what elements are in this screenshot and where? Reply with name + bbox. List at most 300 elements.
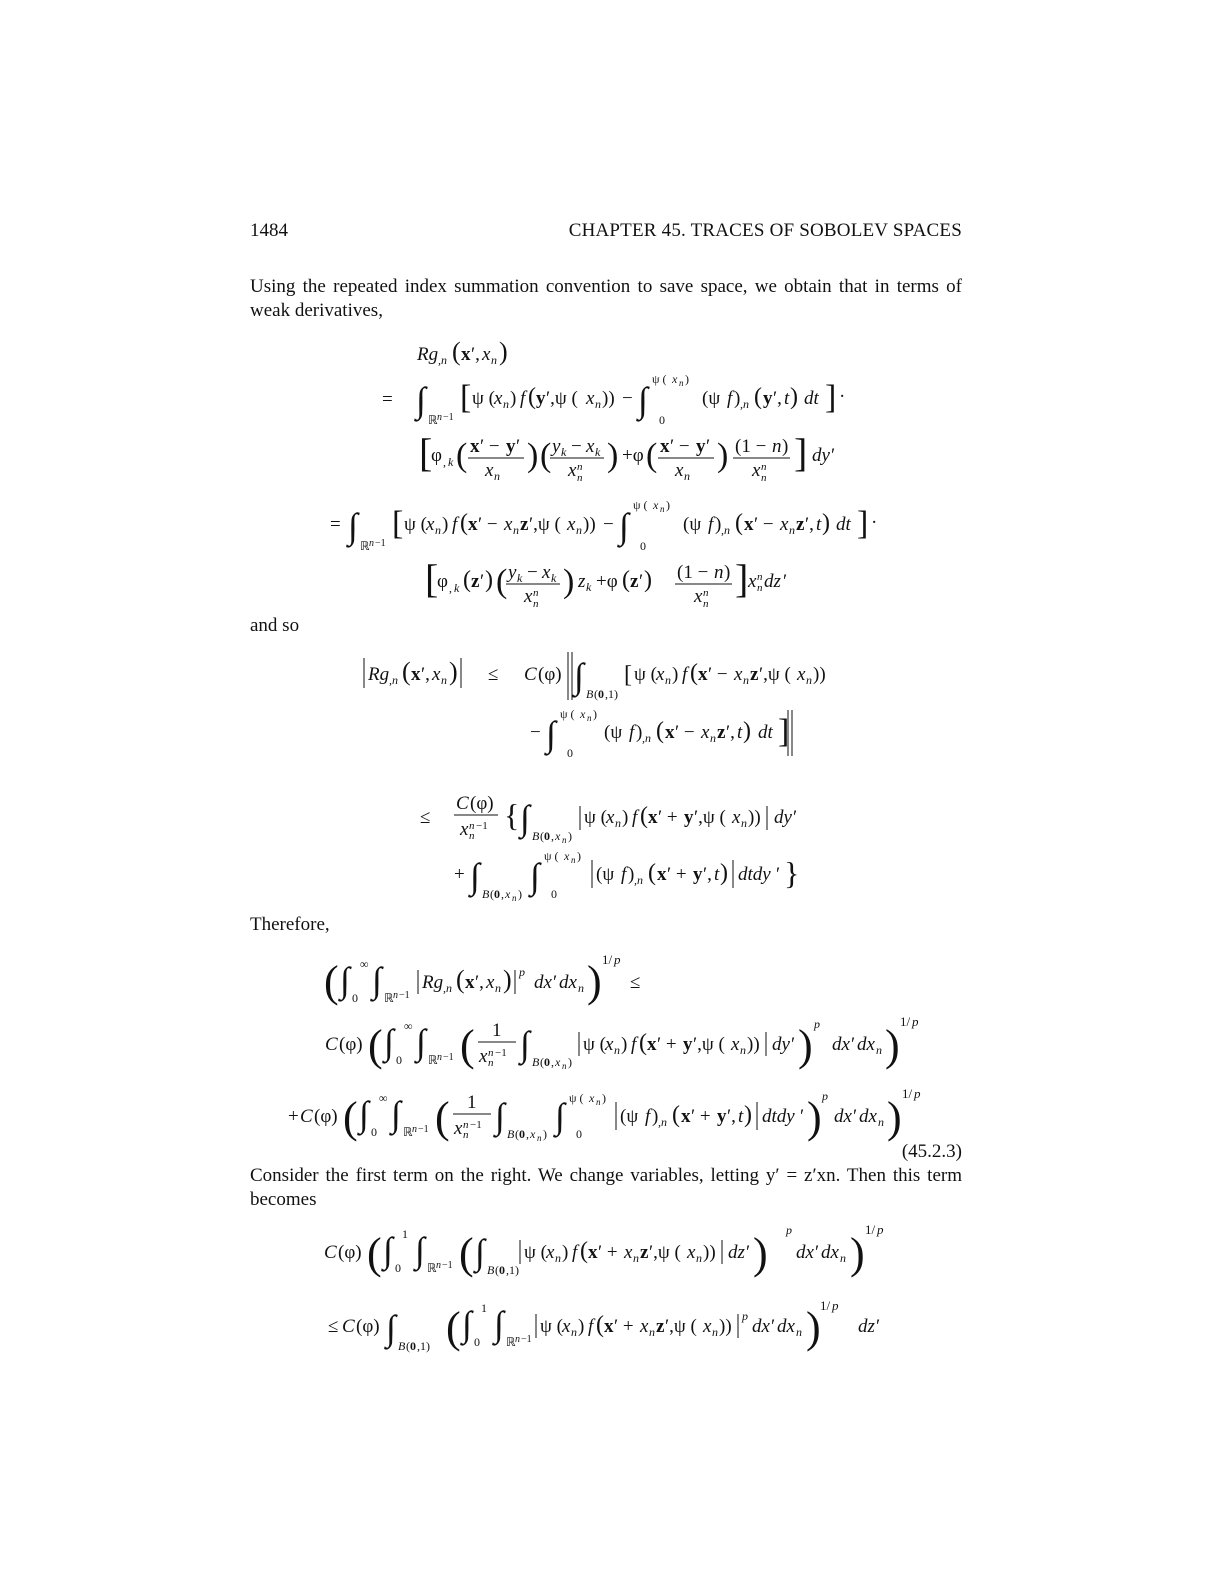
svg-text:′: ′ xyxy=(791,1034,796,1055)
svg-text:′,ψ (: ′,ψ ( xyxy=(649,1242,681,1263)
svg-text:∫: ∫ xyxy=(386,1308,396,1348)
svg-text:ψ (: ψ ( xyxy=(472,388,495,409)
svg-text:x: x xyxy=(744,514,754,535)
svg-text:x: x xyxy=(665,722,675,743)
svg-text:x: x xyxy=(648,807,658,828)
svg-text:y: y xyxy=(683,1034,693,1055)
svg-text:k: k xyxy=(595,445,601,459)
svg-text:z: z xyxy=(656,1316,665,1337)
svg-text:−1: −1 xyxy=(470,1119,482,1131)
svg-text:′ +: ′ + xyxy=(598,1242,618,1263)
svg-text:dx: dx xyxy=(859,1106,877,1127)
svg-text:0: 0 xyxy=(544,1055,550,1069)
svg-text:′: ′ xyxy=(876,1316,881,1337)
svg-text:∫: ∫ xyxy=(638,380,648,420)
svg-text:x: x xyxy=(504,514,513,535)
svg-text:x: x xyxy=(486,972,495,993)
svg-text:x: x xyxy=(461,344,471,365)
svg-text:∫: ∫ xyxy=(619,506,629,546)
svg-text:′,: ′, xyxy=(805,514,814,535)
svg-text:∫: ∫ xyxy=(384,1022,394,1062)
svg-text:(: ( xyxy=(754,384,762,410)
svg-text:z: z xyxy=(796,514,805,535)
svg-text:,: , xyxy=(526,1127,529,1141)
svg-text:∫: ∫ xyxy=(340,960,350,1000)
svg-text:n: n xyxy=(740,1043,746,1057)
svg-text:ψ (: ψ ( xyxy=(584,807,607,828)
svg-text:ψ (: ψ ( xyxy=(583,1034,606,1055)
svg-text:n: n xyxy=(441,673,447,687)
svg-text:): ) xyxy=(753,1229,768,1278)
svg-text:y: y xyxy=(763,388,773,409)
svg-text:x: x xyxy=(657,864,667,885)
svg-text:(: ( xyxy=(456,965,465,994)
svg-text:): ) xyxy=(717,437,729,474)
svg-text:1: 1 xyxy=(402,1227,408,1241)
svg-text:y: y xyxy=(717,1106,727,1127)
svg-text:]: ] xyxy=(825,379,837,416)
svg-text:n: n xyxy=(491,353,497,367)
svg-text:x: x xyxy=(567,514,576,535)
svg-text:−1: −1 xyxy=(442,1260,453,1271)
svg-text:]: ] xyxy=(794,430,808,475)
svg-text:): ) xyxy=(568,1055,572,1069)
svg-text:′ +: ′ + xyxy=(657,1034,677,1055)
svg-text:n: n xyxy=(495,981,501,995)
svg-text:−: − xyxy=(571,436,582,457)
svg-text:0: 0 xyxy=(499,1263,505,1277)
svg-text:n: n xyxy=(796,1325,802,1339)
svg-text:n: n xyxy=(615,816,621,830)
svg-text:z: z xyxy=(630,571,639,592)
svg-text:′: ′ xyxy=(815,1242,820,1263)
svg-text:): ) xyxy=(442,514,449,535)
svg-text:x: x xyxy=(468,514,478,535)
svg-text:x: x xyxy=(546,1242,555,1263)
svg-text:dz: dz xyxy=(764,571,781,592)
svg-text:ψ (: ψ ( xyxy=(524,1242,547,1263)
svg-text:)): )) xyxy=(703,1242,716,1263)
svg-text:∫: ∫ xyxy=(359,1094,369,1134)
svg-text:): ) xyxy=(578,1316,585,1337)
svg-text:(: ( xyxy=(646,437,658,474)
svg-text:): ) xyxy=(499,337,508,366)
svg-text:z: z xyxy=(471,571,480,592)
svg-text:−1: −1 xyxy=(495,1047,507,1059)
svg-text:x: x xyxy=(748,571,757,592)
svg-text:z: z xyxy=(640,1242,649,1263)
svg-text:Rg: Rg xyxy=(422,972,444,993)
svg-text:B: B xyxy=(487,1263,495,1277)
svg-text:x: x xyxy=(640,1316,649,1337)
svg-text:x: x xyxy=(660,436,670,457)
svg-text:): ) xyxy=(485,567,493,593)
svg-text:x: x xyxy=(731,1034,740,1055)
svg-text:n: n xyxy=(703,598,709,610)
svg-text:n: n xyxy=(533,587,539,599)
inequality-block xyxy=(360,646,826,904)
svg-text:′: ′ xyxy=(639,571,644,592)
svg-text:∫: ∫ xyxy=(555,1096,565,1136)
svg-text:−: − xyxy=(622,388,633,409)
svg-text:n: n xyxy=(696,1251,702,1265)
svg-text:B: B xyxy=(398,1339,406,1353)
svg-text:x: x xyxy=(732,807,741,828)
svg-text:f: f xyxy=(645,1106,651,1127)
svg-text:n: n xyxy=(840,1251,846,1265)
svg-text:ℝ: ℝ xyxy=(428,1053,438,1067)
svg-text:1: 1 xyxy=(481,1301,487,1315)
svg-text:n: n xyxy=(577,461,583,473)
svg-text:x: x xyxy=(479,1046,488,1067)
svg-text:): ) xyxy=(587,957,602,1006)
svg-text:): ) xyxy=(543,1127,547,1141)
svg-text:n: n xyxy=(614,1043,620,1057)
svg-text:∫: ∫ xyxy=(416,380,426,420)
svg-text:≤: ≤ xyxy=(420,807,431,828)
svg-text:dtdy: dtdy xyxy=(762,1106,795,1127)
svg-text:z: z xyxy=(520,514,529,535)
svg-text:,n: ,n xyxy=(740,397,749,411)
svg-text:(: ( xyxy=(446,1303,461,1352)
svg-text:(φ): (φ) xyxy=(538,664,562,685)
svg-text:p: p xyxy=(912,1014,919,1029)
svg-text:ψ (: ψ ( xyxy=(540,1316,563,1337)
svg-text:): ) xyxy=(885,1021,900,1070)
svg-text:−: − xyxy=(530,722,541,743)
svg-text:): ) xyxy=(527,437,539,474)
svg-text:(ψ: (ψ xyxy=(683,514,702,535)
svg-text:p: p xyxy=(742,1309,748,1323)
svg-text:dt: dt xyxy=(804,388,819,409)
svg-text:∫: ∫ xyxy=(372,960,382,1000)
svg-text:∫: ∫ xyxy=(530,856,540,896)
svg-text:n: n xyxy=(555,1251,561,1265)
svg-text:n: n xyxy=(757,571,763,583)
svg-text:x: x xyxy=(752,460,761,481)
svg-text:(: ( xyxy=(580,1238,588,1264)
svg-text:f: f xyxy=(629,722,635,743)
svg-text:): ) xyxy=(850,1229,865,1278)
svg-text:′ −: ′ − xyxy=(708,664,728,685)
svg-text:,: , xyxy=(551,1055,554,1069)
svg-text:,: , xyxy=(443,455,446,469)
svg-text:ψ (: ψ ( xyxy=(569,1091,584,1105)
svg-text:(: ( xyxy=(406,1339,410,1353)
svg-text:x: x xyxy=(606,807,615,828)
svg-text:z: z xyxy=(750,664,759,685)
svg-text:n: n xyxy=(393,990,398,1001)
svg-text:−1: −1 xyxy=(418,1124,429,1135)
svg-text:n: n xyxy=(576,523,582,537)
svg-text:n: n xyxy=(710,731,716,745)
svg-text:k: k xyxy=(448,455,454,469)
svg-text:∫: ∫ xyxy=(348,506,358,546)
svg-text:dx: dx xyxy=(796,1242,814,1263)
svg-text:x: x xyxy=(494,388,503,409)
svg-text:(: ( xyxy=(540,437,552,474)
svg-text:′,ψ (: ′,ψ ( xyxy=(693,1034,725,1055)
svg-text:∫: ∫ xyxy=(520,798,530,838)
svg-text:(: ( xyxy=(435,1093,450,1142)
svg-text:): ) xyxy=(685,372,689,386)
svg-text:dt: dt xyxy=(836,514,851,535)
svg-text:n: n xyxy=(665,673,671,687)
svg-text:x: x xyxy=(687,1242,696,1263)
svg-text:′ −: ′ − xyxy=(480,436,500,457)
svg-text:n: n xyxy=(533,598,539,610)
svg-text:0: 0 xyxy=(576,1127,582,1141)
svg-text:n: n xyxy=(714,562,724,583)
svg-text:n: n xyxy=(412,1124,417,1135)
svg-text:n: n xyxy=(469,820,475,832)
svg-text:n: n xyxy=(437,1052,442,1063)
svg-text:≤: ≤ xyxy=(328,1316,339,1337)
svg-text:B: B xyxy=(532,1055,540,1069)
svg-text:n: n xyxy=(712,1325,718,1339)
svg-text:f: f xyxy=(572,1242,578,1263)
svg-text:,n: ,n xyxy=(634,873,643,887)
svg-text:f: f xyxy=(520,388,526,409)
svg-text:−1: −1 xyxy=(443,1052,454,1063)
svg-text:x: x xyxy=(530,1127,536,1141)
svg-text:x: x xyxy=(586,388,595,409)
svg-text:(: ( xyxy=(367,1229,382,1278)
svg-text:0: 0 xyxy=(395,1261,401,1275)
svg-text:): ) xyxy=(636,722,643,743)
svg-text:(: ( xyxy=(452,337,461,366)
svg-text:∫: ∫ xyxy=(383,1230,393,1270)
svg-text:x: x xyxy=(701,722,710,743)
svg-text:−1: −1 xyxy=(476,820,488,832)
svg-text:): ) xyxy=(715,514,722,535)
svg-text:·: · xyxy=(871,512,878,533)
svg-text:0: 0 xyxy=(551,887,557,901)
svg-text:′,: ′, xyxy=(471,344,480,365)
svg-text:0: 0 xyxy=(396,1053,402,1067)
svg-text:x: x xyxy=(505,887,511,901)
svg-text:B: B xyxy=(482,887,490,901)
chapter-title: CHAPTER 45. TRACES OF SOBOLEV SPACES xyxy=(568,220,962,241)
svg-text:x: x xyxy=(426,514,435,535)
svg-text:p: p xyxy=(614,952,621,967)
svg-text:′ +: ′ + xyxy=(691,1106,711,1127)
svg-text:n: n xyxy=(679,378,684,388)
svg-text:(φ): (φ) xyxy=(314,1106,338,1127)
svg-text:(φ): (φ) xyxy=(356,1316,380,1337)
svg-text:x: x xyxy=(797,664,806,685)
svg-text:)): )) xyxy=(583,514,596,535)
svg-text:dy: dy xyxy=(812,445,830,466)
svg-text:(: ( xyxy=(456,437,468,474)
svg-text:,n: ,n xyxy=(443,981,452,995)
svg-text:n: n xyxy=(494,469,500,483)
svg-text:x: x xyxy=(454,1118,463,1139)
svg-text:(: ( xyxy=(495,1263,499,1277)
svg-text:n: n xyxy=(743,673,749,687)
svg-text:1: 1 xyxy=(467,1092,477,1113)
svg-text:f: f xyxy=(632,807,638,828)
svg-text:C: C xyxy=(324,1242,337,1263)
svg-text:(: ( xyxy=(648,860,656,886)
svg-text:n: n xyxy=(369,538,374,549)
svg-text:(: ( xyxy=(656,718,664,744)
svg-text:,1): ,1) xyxy=(417,1339,430,1353)
svg-text:y: y xyxy=(696,436,706,457)
svg-text:]: ] xyxy=(735,556,749,601)
svg-text:,n: ,n xyxy=(389,673,398,687)
equation-number: (45.2.3) xyxy=(901,1141,962,1162)
svg-text:p: p xyxy=(822,1089,828,1103)
svg-text:dtdy: dtdy xyxy=(738,864,771,885)
svg-text:n: n xyxy=(562,1061,567,1071)
svg-text:−1: −1 xyxy=(443,412,454,423)
svg-text:0: 0 xyxy=(474,1335,480,1349)
svg-text:y: y xyxy=(684,807,694,828)
svg-text:′ −: ′ − xyxy=(670,436,690,457)
svg-text:′,: ′, xyxy=(703,864,712,885)
svg-text:)): )) xyxy=(719,1316,732,1337)
svg-text:t: t xyxy=(816,514,822,535)
svg-text:x: x xyxy=(465,972,475,993)
svg-text:1/: 1/ xyxy=(900,1014,911,1029)
svg-text:dt: dt xyxy=(758,722,773,743)
svg-text:C: C xyxy=(524,664,537,685)
svg-text:∞: ∞ xyxy=(360,957,369,971)
svg-text:x: x xyxy=(605,1034,614,1055)
svg-text:+φ: +φ xyxy=(596,571,618,592)
svg-text:,1): ,1) xyxy=(506,1263,519,1277)
svg-text:x: x xyxy=(647,1034,657,1055)
svg-text:(ψ: (ψ xyxy=(620,1106,639,1127)
svg-text:k: k xyxy=(561,445,567,459)
svg-text:x: x xyxy=(780,514,789,535)
svg-text:′ +: ′ + xyxy=(667,864,687,885)
svg-text:x: x xyxy=(588,1242,598,1263)
svg-text:′: ′ xyxy=(851,1034,856,1055)
svg-text:,n: ,n xyxy=(721,523,730,537)
svg-text:dx: dx xyxy=(832,1034,850,1055)
svg-text:C: C xyxy=(342,1316,355,1337)
svg-text:dx: dx xyxy=(752,1316,770,1337)
svg-text:ℝ: ℝ xyxy=(384,991,394,1005)
svg-text:∫: ∫ xyxy=(416,1022,426,1062)
svg-text:x: x xyxy=(460,819,469,840)
svg-text:dy: dy xyxy=(774,807,792,828)
svg-text:]: ] xyxy=(778,713,790,750)
svg-text:(: ( xyxy=(459,1229,474,1278)
svg-text:y: y xyxy=(508,562,517,583)
svg-text:n: n xyxy=(437,412,442,423)
svg-text:′: ′ xyxy=(706,436,711,457)
svg-text:(φ): (φ) xyxy=(338,1242,362,1263)
svg-text:dx: dx xyxy=(534,972,552,993)
svg-text:k: k xyxy=(454,581,460,595)
svg-text:x: x xyxy=(580,707,586,721)
svg-text:′: ′ xyxy=(553,972,558,993)
svg-text:(: ( xyxy=(622,567,630,593)
svg-text:(φ): (φ) xyxy=(470,793,494,814)
svg-text:): ) xyxy=(887,1093,902,1142)
svg-text:′ −: ′ − xyxy=(675,722,695,743)
svg-text:[: [ xyxy=(392,505,404,542)
svg-text:): ) xyxy=(510,388,517,409)
svg-text:}: } xyxy=(784,855,800,891)
svg-text:): ) xyxy=(563,563,575,600)
svg-text:): ) xyxy=(628,864,635,885)
svg-text:x: x xyxy=(562,1316,571,1337)
svg-text:p: p xyxy=(914,1086,921,1101)
svg-text:′: ′ xyxy=(480,571,485,592)
svg-text:[: [ xyxy=(419,430,433,475)
svg-text:′: ′ xyxy=(831,445,836,466)
svg-text:+: + xyxy=(288,1106,299,1127)
svg-text:t: t xyxy=(738,1106,744,1127)
svg-text:x: x xyxy=(411,664,421,685)
svg-text:′ −: ′ − xyxy=(754,514,774,535)
svg-text:(ψ: (ψ xyxy=(702,388,721,409)
svg-text:p: p xyxy=(814,1017,820,1031)
svg-text:(: ( xyxy=(463,567,471,593)
svg-text:−: − xyxy=(527,562,538,583)
svg-text:n: n xyxy=(649,1325,655,1339)
svg-text:f: f xyxy=(682,664,688,685)
svg-text:]: ] xyxy=(857,505,869,542)
svg-text:): ) xyxy=(607,437,619,474)
svg-text:n: n xyxy=(488,1047,494,1059)
svg-text:): ) xyxy=(782,436,789,457)
svg-text:): ) xyxy=(593,707,597,721)
svg-text:n: n xyxy=(633,1251,639,1265)
svg-text:x: x xyxy=(524,586,533,607)
svg-text:(: ( xyxy=(402,657,411,686)
svg-text:(: ( xyxy=(640,803,648,829)
svg-text:(: ( xyxy=(540,829,544,843)
svg-text:,: , xyxy=(449,581,452,595)
svg-text:φ: φ xyxy=(437,571,448,592)
svg-text:): ) xyxy=(744,1102,752,1128)
svg-text:x: x xyxy=(586,436,595,457)
svg-text:t: t xyxy=(784,388,790,409)
svg-text:y: y xyxy=(693,864,703,885)
svg-text:dx: dx xyxy=(559,972,577,993)
svg-text:x: x xyxy=(604,1316,614,1337)
svg-text:(: ( xyxy=(690,660,698,686)
svg-text:): ) xyxy=(577,849,581,863)
final-equation-block xyxy=(320,1218,900,1360)
svg-text:′,ψ (: ′,ψ ( xyxy=(665,1316,697,1337)
svg-text:≤: ≤ xyxy=(488,664,499,685)
svg-text:): ) xyxy=(666,498,670,512)
svg-text:(: ( xyxy=(460,510,468,536)
svg-text:n: n xyxy=(562,835,567,845)
svg-text:Rg: Rg xyxy=(368,664,390,685)
svg-text:∫: ∫ xyxy=(470,856,480,896)
svg-text:Rg: Rg xyxy=(417,344,439,365)
svg-text:n: n xyxy=(806,673,812,687)
svg-text:x: x xyxy=(672,372,678,386)
svg-text:(: ( xyxy=(596,1312,604,1338)
svg-text:x: x xyxy=(703,1316,712,1337)
svg-text:(: ( xyxy=(324,957,339,1006)
svg-text:t: t xyxy=(737,722,743,743)
svg-text:B: B xyxy=(586,687,594,701)
svg-text:n: n xyxy=(660,504,665,514)
svg-text:(φ): (φ) xyxy=(339,1034,363,1055)
svg-text:n: n xyxy=(463,1129,469,1141)
svg-text:ℝ: ℝ xyxy=(403,1125,413,1139)
page-number: 1484 xyxy=(250,220,288,241)
